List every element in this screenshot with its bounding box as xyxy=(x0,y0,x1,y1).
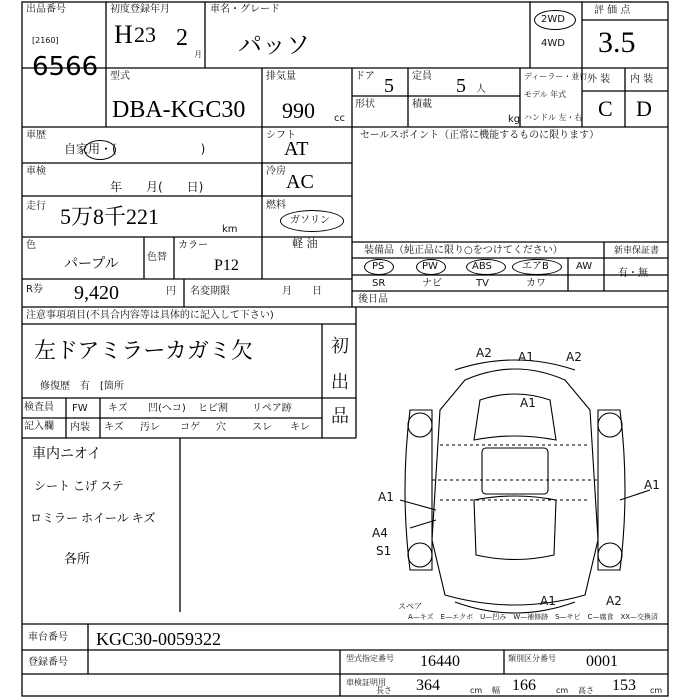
insp-kizu: キズ xyxy=(108,403,128,414)
diagram-mark-3: A2 xyxy=(566,350,582,364)
equip-tv: TV xyxy=(476,278,489,289)
recycle-value: 9,420 xyxy=(74,282,119,304)
capacity-unit: 人 xyxy=(476,84,486,95)
inspector-label-2: 記入欄 xyxy=(24,421,54,432)
model-value: DBA-KGC30 xyxy=(112,97,246,123)
equip-aw: AW xyxy=(576,261,593,272)
car-damage-diagram xyxy=(370,340,660,620)
diagram-mark-4: A1 xyxy=(520,396,536,410)
width-unit: cm xyxy=(556,686,569,695)
equip-navi: ナビ xyxy=(422,278,442,289)
notes-title: 注意事項項目(不具合内容等は具体的に記入して下さい) xyxy=(26,310,274,321)
diagram-mark-6: A4 xyxy=(372,526,388,540)
ref-label: 車検証明用 xyxy=(346,678,386,687)
inspector-note-3: ロミラー ホイール キズ xyxy=(30,511,156,525)
registration-label: 登録番号 xyxy=(28,657,68,668)
score-label: 評 価 点 xyxy=(594,5,631,16)
dealer-label: ディーラー・並行 xyxy=(524,72,588,81)
equip-kawa: カワ xyxy=(526,278,546,289)
insp-hibi: ヒビ割 xyxy=(198,403,228,414)
recycle-unit: 円 xyxy=(166,286,176,297)
mileage-label: 走行 xyxy=(26,201,46,212)
color-code-value: P12 xyxy=(214,257,239,274)
chassis-label: 車台番号 xyxy=(28,632,68,643)
width-label: 幅 xyxy=(492,686,500,695)
first-listing-2: 出 xyxy=(331,372,349,393)
type-cert-value: 16440 xyxy=(420,653,460,670)
lot-sub: [2160] xyxy=(32,36,59,45)
first-listing-3: 品 xyxy=(331,406,349,427)
category-label: 類別区分番号 xyxy=(508,654,556,663)
fuel-value1: ガソリン xyxy=(290,215,330,226)
width-value: 166 xyxy=(512,677,536,694)
first-reg-era: H xyxy=(114,20,133,49)
capacity-value: 5 xyxy=(456,75,466,97)
warranty-label: 新車保証書 xyxy=(614,246,660,256)
diagram-legend: A—キズ E—エクボ U—凹み W—補修跡 S—サビ C—腐食 XX—交換済 xyxy=(408,613,659,621)
interior-label: 内 装 xyxy=(630,74,654,85)
first-reg-month-unit: 月 xyxy=(194,50,202,59)
fuel-value2: 軽 油 xyxy=(292,237,318,250)
mileage-unit: km xyxy=(222,224,238,235)
drive-4wd: 4WD xyxy=(541,38,565,49)
color-kind-label: 色替 xyxy=(147,252,167,263)
displacement-value: 990 xyxy=(282,98,315,123)
inspection-value: 年 月( 日) xyxy=(110,180,204,194)
form-label: 形状 xyxy=(355,99,375,110)
equipment-title: 装備品（純正品に限り○をつけてください） xyxy=(364,245,563,256)
displacement-label: 排気量 xyxy=(266,71,296,82)
diagram-mark-10: A2 xyxy=(606,594,622,608)
equip-pw: PW xyxy=(422,261,438,272)
first-reg-label: 初度登録年月 xyxy=(110,4,170,15)
insp-int-ana: 穴 xyxy=(216,422,226,433)
diagram-spare-label: スペア xyxy=(398,602,422,611)
height-label: 高さ xyxy=(578,686,594,695)
color-value: パープル xyxy=(64,257,119,272)
exterior-value: C xyxy=(598,96,613,121)
inspector-label-1: 検査員 xyxy=(24,402,54,413)
inspector-note-1: 車内ニオイ xyxy=(32,447,102,462)
category-value: 0001 xyxy=(586,653,618,670)
insp-int-kizu: キズ xyxy=(104,422,124,433)
score-value: 3.5 xyxy=(598,26,636,59)
insp-int-sure: スレ xyxy=(252,422,272,433)
first-reg-month: 2 xyxy=(176,25,188,51)
rear-label: 後日品 xyxy=(358,294,388,305)
load-unit: kg xyxy=(508,114,521,125)
type-cert-label: 型式指定番号 xyxy=(346,654,394,663)
equip-sr: SR xyxy=(372,278,386,289)
inspector-note-2: シート こげ ステ xyxy=(34,479,124,493)
doors-value: 5 xyxy=(384,75,394,97)
first-reg-year: 23 xyxy=(134,22,156,47)
capacity-label: 定員 xyxy=(412,71,432,82)
length-label: 長さ xyxy=(376,686,392,695)
color-label: 色 xyxy=(26,240,36,251)
shift-value: AT xyxy=(284,138,309,160)
insp-repair: リペア跡 xyxy=(252,403,292,414)
color-code-label: カラー xyxy=(178,240,208,251)
insp-heko: 凹(ヘコ) xyxy=(148,403,186,414)
height-unit: cm xyxy=(650,686,663,695)
car-name-value: パッソ xyxy=(238,33,310,59)
equip-abs: ABS xyxy=(472,261,492,272)
length-unit: cm xyxy=(470,686,483,695)
insp-fw: FW xyxy=(72,403,88,414)
insp-interior: 内装 xyxy=(70,422,90,433)
recycle-label: R券 xyxy=(26,284,43,295)
history-value: 自家用・( ) xyxy=(64,142,206,156)
fuel-label: 燃料 xyxy=(266,200,286,211)
chassis-value: KGC30-0059322 xyxy=(96,629,221,649)
lot-number: 6566 xyxy=(32,52,99,82)
insp-int-kire: キレ xyxy=(290,422,310,433)
load-label: 積載 xyxy=(412,99,432,110)
diagram-mark-1: A2 xyxy=(476,346,492,360)
equip-ps: PS xyxy=(372,261,385,272)
notes-main-text: 左ドアミラーカガミ欠 xyxy=(34,338,253,363)
length-value: 364 xyxy=(416,677,440,694)
insp-int-koge: コゲ xyxy=(180,422,200,433)
diagram-mark-7: S1 xyxy=(376,544,392,558)
displacement-unit: cc xyxy=(334,113,345,124)
drive-2wd: 2WD xyxy=(541,14,565,25)
diagram-mark-8: A1 xyxy=(644,478,660,492)
diagram-mark-9: A1 xyxy=(540,594,556,608)
diagram-mark-2: A1 xyxy=(518,350,534,364)
doors-label: ドア xyxy=(355,71,375,82)
lot-label: 出品番号 xyxy=(26,4,66,15)
equip-airbag: エアB xyxy=(522,261,549,272)
insp-int-yogore: 汚レ xyxy=(140,422,160,433)
interior-value: D xyxy=(636,96,652,121)
height-value: 153 xyxy=(612,677,636,694)
name-change-unit: 月 日 xyxy=(282,286,322,297)
inspector-note-4: 各所 xyxy=(64,551,91,566)
mileage-value: 5万8千221 xyxy=(60,204,160,229)
repair-label: 修復歴 有 [箇所 xyxy=(40,381,124,392)
sales-title: セールスポイント（正常に機能するものに限ります） xyxy=(360,130,600,141)
history-label: 車歴 xyxy=(26,130,46,141)
shift-label: シフト xyxy=(266,130,296,141)
ac-label: 冷房 xyxy=(266,166,286,177)
inspection-label: 車検 xyxy=(26,166,46,177)
ac-value: AC xyxy=(286,171,314,193)
model-label: 型式 xyxy=(110,71,130,82)
warranty-value: 有・無 xyxy=(618,268,648,279)
model-year-label: モデル 年式 xyxy=(524,90,567,99)
first-listing-1: 初 xyxy=(331,336,349,357)
diagram-mark-5: A1 xyxy=(378,490,394,504)
handle-label: ハンドル 左・右 xyxy=(524,113,583,122)
name-change-label: 名変期限 xyxy=(190,286,230,297)
car-name-label: 車名・グレード xyxy=(210,4,280,15)
exterior-label: 外 装 xyxy=(587,74,611,85)
